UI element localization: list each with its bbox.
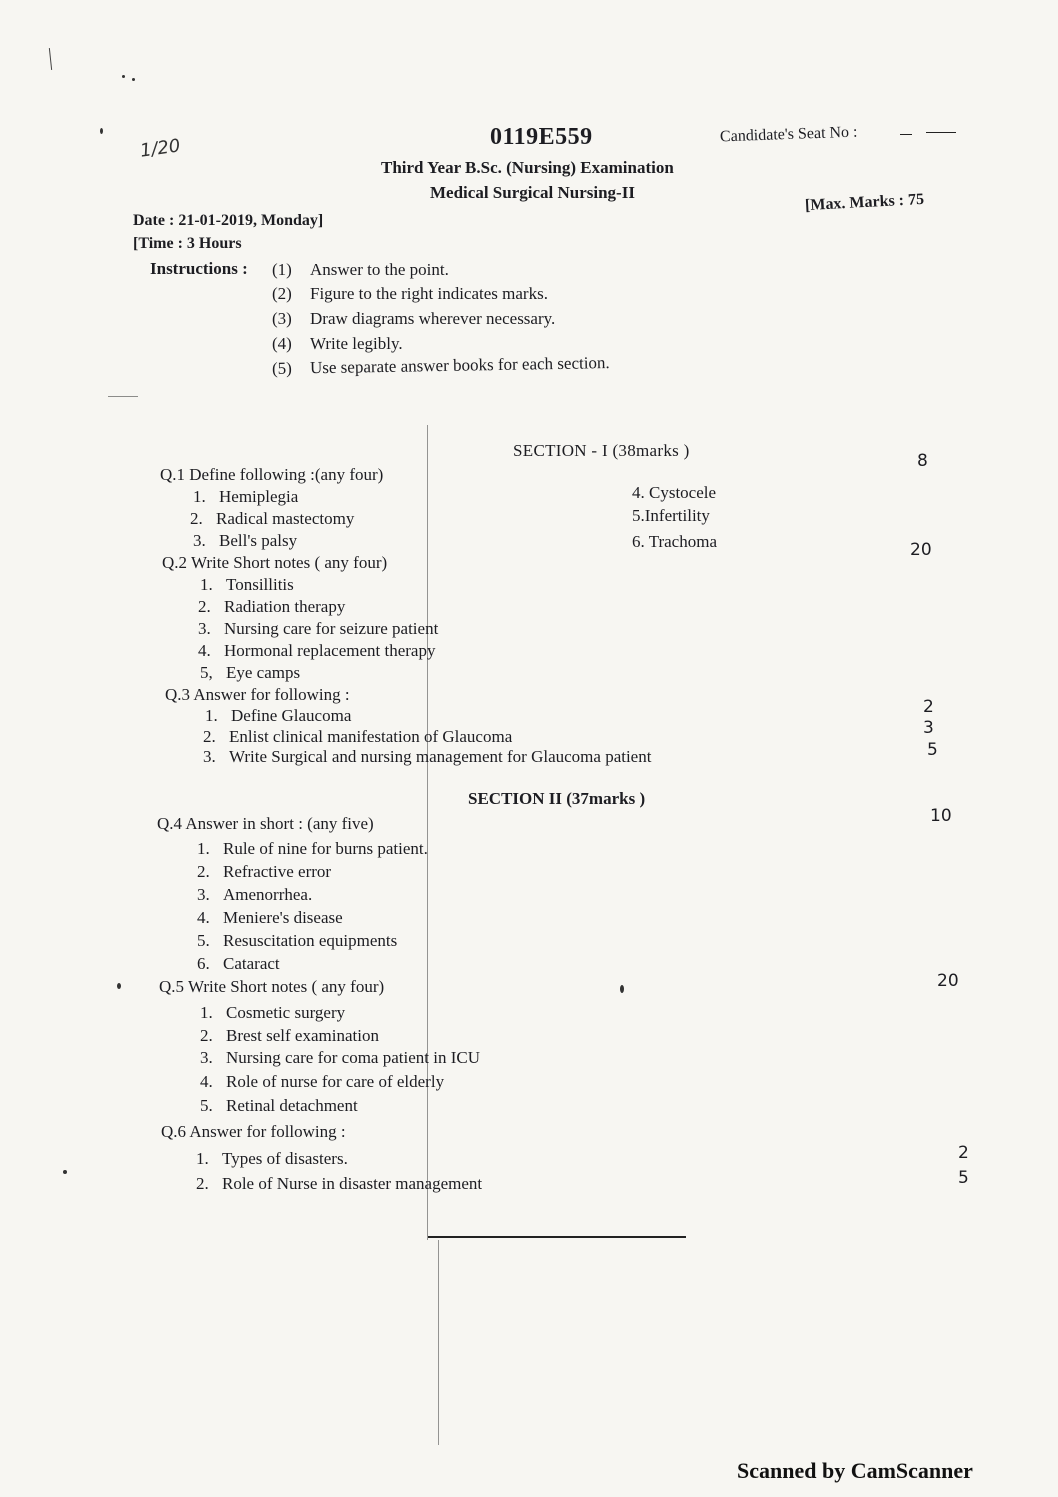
q6-item [196, 1149, 348, 1169]
scan-mark [108, 396, 138, 397]
item-number: 1. [196, 1149, 209, 1168]
item-number: 5, [200, 663, 213, 682]
item-number: 1. [200, 575, 213, 594]
q1-item: 4. Cystocele [632, 483, 717, 502]
q5-marks: 20 [937, 971, 959, 991]
item-text: Hemiplegia [219, 487, 299, 506]
item-text: Resuscitation equipments [223, 931, 398, 950]
item-text: Enlist clinical manifestation of Glaucoma [229, 727, 513, 746]
item-number: 4. [197, 908, 210, 927]
item-text: Retinal detachment [226, 1096, 358, 1115]
q3-item3-marks: 5 [927, 740, 938, 760]
q5-title: Q.5 Write Short notes ( any four) [159, 977, 385, 996]
instruction-number: (1) [272, 260, 292, 279]
q1-item [190, 509, 354, 529]
item-text: Define Glaucoma [231, 706, 352, 725]
end-rule [428, 1236, 686, 1238]
fold-line [438, 1240, 439, 1445]
q4-item [197, 954, 280, 974]
q4-title: Q.4 Answer in short : (any five) [157, 814, 374, 833]
scan-mark [49, 48, 52, 70]
item-text: Rule of nine for burns patient. [223, 839, 428, 858]
scan-speck [117, 983, 121, 989]
section-1-title: SECTION - I (38marks ) [513, 441, 690, 460]
instruction-text: Write legibly. [310, 334, 403, 353]
item-number: 1. [200, 1003, 213, 1022]
q1-item [193, 531, 297, 551]
q4-item [197, 885, 312, 905]
subject-title: Medical Surgical Nursing-II [430, 183, 635, 202]
scan-speck [63, 1170, 67, 1174]
item-number: 2. [203, 727, 216, 746]
scanner-watermark: Scanned by CamScanner [737, 1458, 973, 1483]
item-text: Write Surgical and nursing management for Glaucoma patient [229, 747, 652, 766]
q2-item [198, 597, 345, 617]
item-text: Tonsillitis [226, 575, 294, 594]
item-text: Bell's palsy [219, 531, 298, 550]
q5-item [200, 1048, 480, 1068]
item-text: Role of nurse for care of elderly [226, 1072, 445, 1091]
q3-item2-marks: 3 [923, 718, 934, 738]
item-text: Eye camps [226, 663, 301, 682]
item-number: 3. [193, 531, 206, 550]
instruction-text: Use separate answer books for each section. [309, 353, 610, 378]
instruction-item [272, 260, 449, 280]
instruction-number: (4) [272, 334, 292, 353]
item-text: Types of disasters. [222, 1149, 348, 1168]
q2-item [198, 641, 435, 661]
q4-item [197, 862, 331, 882]
item-number: 2. [197, 862, 210, 881]
q4-item [197, 839, 428, 859]
item-number: 2. [196, 1174, 209, 1193]
item-text: Cataract [223, 954, 280, 973]
section-2-title: SECTION II (37marks ) [468, 789, 646, 808]
q4-marks: 10 [930, 806, 952, 826]
q3-item [205, 706, 351, 726]
q1-item: 6. Trachoma [632, 532, 717, 551]
exam-date: Date : 21-01-2019, Monday] [133, 212, 324, 229]
item-text: Role of Nurse in disaster management [222, 1174, 483, 1193]
item-number: 1. [197, 839, 210, 858]
q6-item2-marks: 5 [958, 1168, 969, 1188]
item-text: Cosmetic surgery [226, 1003, 346, 1022]
instruction-number: (5) [271, 358, 293, 378]
q6-title: Q.6 Answer for following : [161, 1122, 346, 1141]
instruction-item [272, 309, 555, 329]
item-number: 4. [200, 1072, 213, 1091]
item-number: 2. [198, 597, 211, 616]
instruction-text: Draw diagrams wherever necessary. [310, 309, 556, 328]
item-text: Radical mastectomy [216, 509, 355, 528]
scan-speck [100, 128, 103, 134]
max-marks: [Max. Marks : 75 [804, 190, 925, 215]
item-number: 5. [197, 931, 210, 950]
q4-item [197, 908, 343, 928]
exam-time: [Time : 3 Hours [133, 235, 242, 252]
q3-item1-marks: 2 [923, 697, 934, 717]
item-number: 5. [200, 1096, 213, 1115]
q5-item [200, 1072, 444, 1092]
q2-title: Q.2 Write Short notes ( any four) [162, 553, 388, 572]
item-text: Refractive error [223, 862, 332, 881]
instruction-number: (2) [272, 284, 292, 303]
q1-item [193, 487, 298, 507]
item-number: 3. [197, 885, 210, 904]
q2-item [200, 575, 294, 595]
item-number: 1. [193, 487, 206, 506]
item-number: 2. [190, 509, 203, 528]
q3-item [203, 727, 512, 747]
item-number: 3. [203, 747, 216, 766]
q1-item: 5.Infertility [632, 506, 710, 525]
q3-item [203, 747, 651, 767]
q2-marks: 20 [910, 540, 932, 560]
item-text: Amenorrhea. [223, 885, 313, 904]
instruction-text: Figure to the right indicates marks. [310, 284, 548, 303]
seat-number-label: Candidate's Seat No : [719, 123, 858, 146]
q4-item [197, 931, 397, 951]
item-text: Meniere's disease [223, 908, 343, 927]
exam-title: Third Year B.Sc. (Nursing) Examination [381, 158, 674, 177]
paper-code: 0119E559 [490, 124, 593, 150]
instruction-number: (3) [272, 309, 292, 328]
instruction-item [272, 353, 610, 379]
item-text: Hormonal replacement therapy [224, 641, 436, 660]
item-number: 3. [198, 619, 211, 638]
scan-speck [122, 75, 125, 78]
q1-title: Q.1 Define following :(any four) [160, 465, 384, 484]
item-number: 2. [200, 1026, 213, 1045]
item-text: Brest self examination [226, 1026, 379, 1045]
item-number: 4. [198, 641, 211, 660]
q5-item [200, 1096, 358, 1116]
instructions-label: Instructions : [150, 259, 248, 278]
instruction-text: Answer to the point. [310, 260, 449, 279]
handwritten-note: 1/20 [138, 135, 182, 162]
instruction-item [272, 284, 548, 304]
q2-item [198, 619, 438, 639]
item-number: 3. [200, 1048, 213, 1067]
item-number: 6. [197, 954, 210, 973]
scan-speck [620, 985, 624, 993]
item-text: Nursing care for coma patient in ICU [226, 1048, 480, 1067]
q5-item [200, 1026, 379, 1046]
scan-speck [132, 78, 135, 81]
q6-item1-marks: 2 [958, 1143, 969, 1163]
item-text: Nursing care for seizure patient [224, 619, 439, 638]
item-text: Radiation therapy [224, 597, 346, 616]
q3-title: Q.3 Answer for following : [165, 685, 350, 704]
q6-item [196, 1174, 482, 1194]
seat-blank [900, 134, 912, 135]
fold-line [427, 425, 428, 1240]
q5-item [200, 1003, 345, 1023]
q1-marks: 8 [917, 451, 928, 471]
instruction-item [272, 334, 403, 354]
item-number: 1. [205, 706, 218, 725]
seat-blank [926, 132, 956, 133]
q2-item [200, 663, 300, 683]
